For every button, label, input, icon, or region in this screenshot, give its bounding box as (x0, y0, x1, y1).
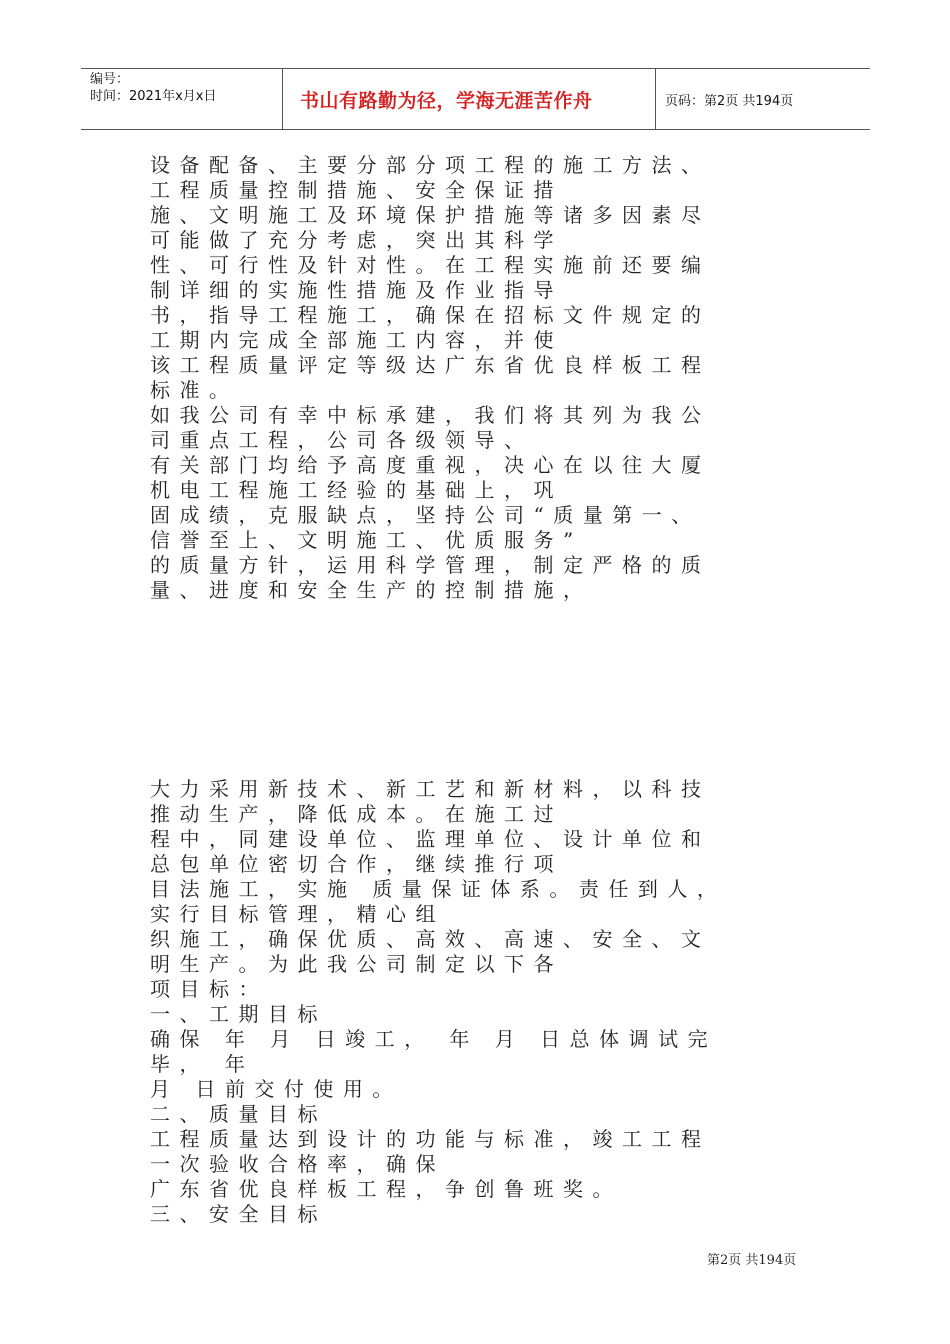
text-line: 明生产。为此我公司制定以下各 (150, 952, 563, 976)
text-line: 确保 年 月 日竣工， 年 月 日总体调试完 (150, 1027, 718, 1051)
text-line: 程中，同建设单位、监理单位、设计单位和 (150, 827, 711, 851)
time-label: 时间：2021年x月x日 (90, 89, 217, 104)
text-line: 一次验收合格率，确保 (150, 1152, 445, 1176)
text-line: 总包单位密切合作，继续推行项 (150, 852, 563, 876)
text-line: 的质量方针，运用科学管理，制定严格的质 (150, 553, 711, 577)
text-line: 有关部门均给予高度重视，决心在以往大厦 (150, 453, 711, 477)
text-line: 工程质量控制措施、安全保证措 (150, 178, 563, 202)
text-line: 大力采用新技术、新工艺和新材料，以科技 (150, 777, 711, 801)
text-line: 量、进度和安全生产的控制措施， (150, 578, 593, 602)
text-line: 推动生产，降低成本。在施工过 (150, 802, 563, 826)
text-line: 项目标： (150, 977, 268, 1001)
text-line: 固成绩，克服缺点，坚持公司“质量第一、 (150, 503, 701, 527)
text-line: 书，指导工程施工，确保在招标文件规定的 (150, 303, 711, 327)
text-line: 如我公司有幸中标承建，我们将其列为我公 (150, 403, 711, 427)
text-line: 织施工，确保优质、高效、高速、安全、文 (150, 927, 711, 951)
text-line: 实行目标管理，精心组 (150, 902, 445, 926)
text-line: 该工程质量评定等级达广东省优良样板工程 (150, 353, 711, 377)
text-line: 施、文明施工及环境保护措施等诸多因素尽 (150, 203, 711, 227)
section-heading: 三、安全目标 (150, 1202, 327, 1226)
body-block-2 (150, 777, 790, 1227)
text-line: 性、可行性及针对性。在工程实施前还要编 (150, 253, 711, 277)
text-line: 信誉至上、文明施工、优质服务” (150, 528, 583, 552)
text-line: 标准。 (150, 378, 239, 402)
text-line: 广东省优良样板工程，争创鲁班奖。 (150, 1177, 622, 1201)
text-line: 毕， 年 (150, 1052, 255, 1076)
text-line: 设备配备、主要分部分项工程的施工方法、 (150, 153, 711, 177)
header-divider-left (282, 68, 283, 129)
header-page-info: 页码：第2页 共194页 (665, 94, 794, 109)
text-line: 可能做了充分考虑，突出其科学 (150, 228, 563, 252)
section-heading: 二、质量目标 (150, 1102, 327, 1126)
section-heading: 一、工期目标 (150, 1002, 327, 1026)
text-line: 工期内完成全部施工内容，并使 (150, 328, 563, 352)
body-block-1 (150, 153, 790, 603)
text-line: 机电工程施工经验的基础上，巩 (150, 478, 563, 502)
header-divider-right (655, 68, 656, 129)
header-motto: 书山有路勤为径，学海无涯苦作舟 (300, 90, 593, 112)
footer-page-info: 第2页 共194页 (707, 1253, 797, 1268)
text-line: 目法施工，实施 质量保证体系。责任到人， (150, 877, 727, 901)
text-line: 司重点工程，公司各级领导、 (150, 428, 534, 452)
text-line: 制详细的实施性措施及作业指导 (150, 278, 563, 302)
text-line: 工程质量达到设计的功能与标准，竣工工程 (150, 1127, 711, 1151)
number-label: 编号： (90, 72, 130, 87)
text-line: 月 日前交付使用。 (150, 1077, 402, 1101)
header-left-cell (90, 71, 216, 105)
